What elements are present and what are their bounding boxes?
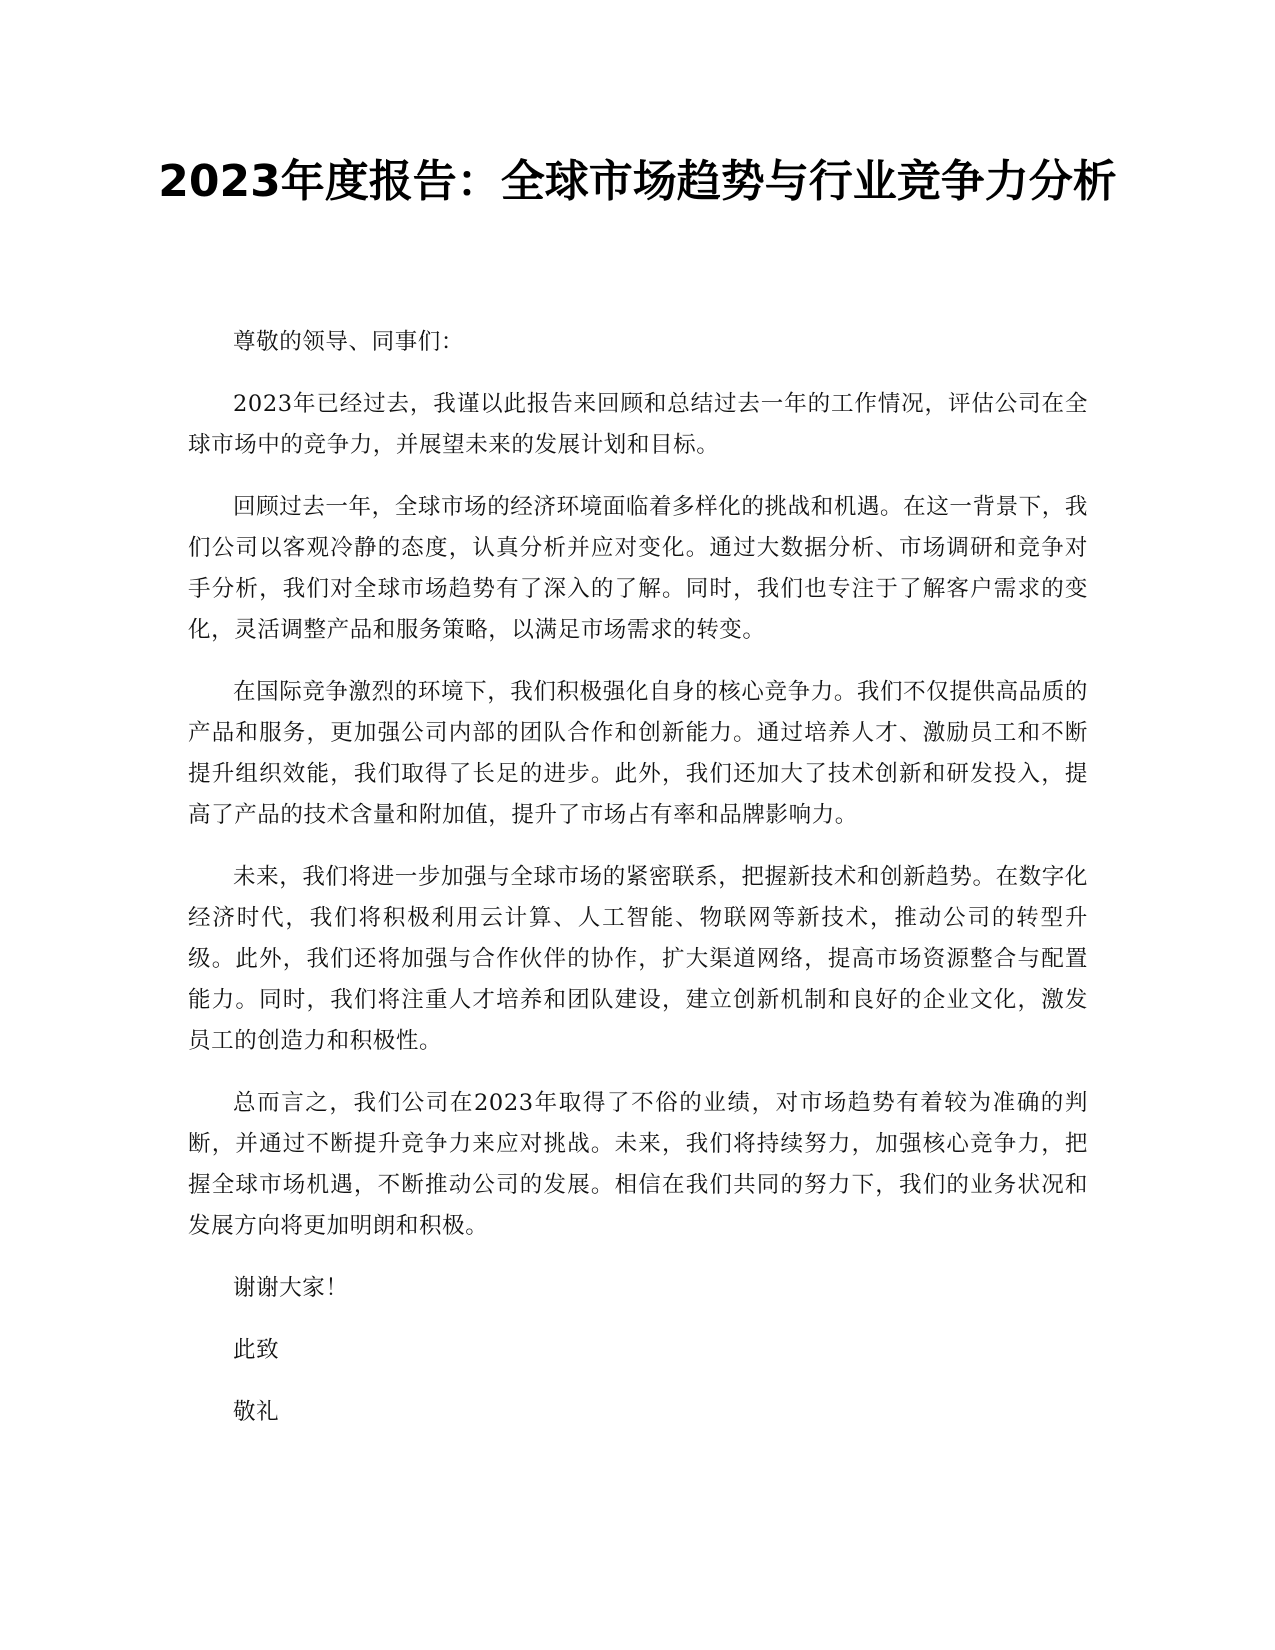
paragraph-review: 回顾过去一年，全球市场的经济环境面临着多样化的挑战和机遇。在这一背景下，我们公司以客观冷静的态度，认真分析并应对变化。通过大数据分析、市场调研和竞争对手分析，我们对全球市场趋势有了深入的了解。同时，我们也专注于了解客户需求的变化，灵活调整产品和服务策略，以满足市场需求的转变。 <box>188 494 1088 643</box>
paragraph-summary: 总而言之，我们公司在2023年取得了不俗的业绩，对市场趋势有着较为准确的判断，并通过不断提升竞争力来应对挑战。未来，我们将持续努力，加强核心竞争力，把握全球市场机遇，不断推动公司的发展。相信在我们共同的努力下，我们的业务状况和发展方向将更加明朗和积极。 <box>188 1090 1088 1239</box>
document-body <box>188 322 1088 1454</box>
closing-line-2: 敬礼 <box>233 1399 280 1425</box>
paragraph-future: 未来，我们将进一步加强与全球市场的紧密联系，把握新技术和创新趋势。在数字化经济时代，我们将积极利用云计算、人工智能、物联网等新技术，推动公司的转型升级。此外，我们还将加强与合作伙伴的协作，扩大渠道网络，提高市场资源整合与配置能力。同时，我们将注重人才培养和团队建设，建立创新机制和良好的企业文化，激发员工的创造力和积极性。 <box>188 864 1088 1054</box>
paragraph-competitiveness: 在国际竞争激烈的环境下，我们积极强化自身的核心竞争力。我们不仅提供高品质的产品和服务，更加强公司内部的团队合作和创新能力。通过培养人才、激励员工和不断提升组织效能，我们取得了长足的进步。此外，我们还加大了技术创新和研发投入，提高了产品的技术含量和附加值，提升了市场占有率和品牌影响力。 <box>188 679 1088 828</box>
paragraph-intro: 2023年已经过去，我谨以此报告来回顾和总结过去一年的工作情况，评估公司在全球市场中的竞争力，并展望未来的发展计划和目标。 <box>188 391 1088 458</box>
closing-line-1: 此致 <box>233 1337 280 1363</box>
thanks-line: 谢谢大家！ <box>233 1275 349 1301</box>
salutation: 尊敬的领导、同事们： <box>233 329 465 355</box>
document-title: 2023年度报告：全球市场趋势与行业竞争力分析 <box>158 156 1117 207</box>
